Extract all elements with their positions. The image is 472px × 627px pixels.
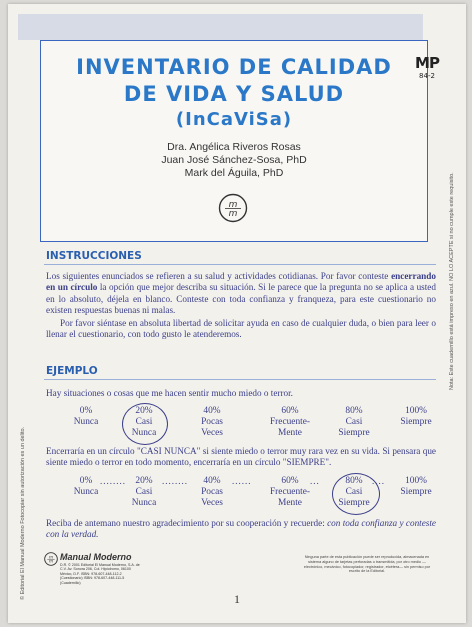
- scale2-dots-5: ....: [372, 476, 385, 486]
- scale1-option-1: 20% Casi Nunca: [131, 406, 157, 438]
- ejemplo-rule: [44, 379, 436, 380]
- scale1-option-4: 80% Casi Siempre: [338, 406, 370, 438]
- title-line-2: DE VIDA Y SALUD: [123, 82, 345, 106]
- ejemplo-heading: EJEMPLO: [46, 365, 98, 377]
- scale2-dots-1: ........: [100, 476, 126, 486]
- footer-publisher-info: D.R. © 2001 Editorial El Manual Moderno, S.A. de C.V. Av. Sonora 206, Col. Hipódromo, 06100 México, D.F. ISBN: 978-607-448-112-2 (Cuestionario) ISBN: 978-607-448-111-5 (Cuadernillo): [60, 563, 140, 585]
- page-number: 1: [234, 592, 240, 606]
- footer-rights-note: Ninguna parte de esta publicación puede ser reproducida, almacenada en sistema alguno de tarjetas perforadas o transmitida, por otro medio —electrónico, mecánico, fotocopiador, registrador, etcétera— sin permiso por escrito de la Editorial.: [303, 555, 431, 574]
- instrucciones-rule: [44, 264, 436, 265]
- closing-text: Reciba de antemano nuestro agradecimiento por su cooperación y recuerde:: [46, 518, 328, 528]
- title-line-1: INVENTARIO DE CALIDAD: [76, 55, 392, 79]
- author-3: Mark del Águila, PhD: [184, 167, 284, 179]
- author-1: Dra. Angélica Riveros Rosas: [167, 141, 301, 153]
- scale2-option-3: 60% Frecuente-Mente: [269, 476, 311, 508]
- mp-badge: [412, 54, 442, 80]
- instrucciones-heading: INSTRUCCIONES: [46, 250, 142, 262]
- ejemplo-intro: Hay situaciones o cosas que me hacen sentir mucho miedo o terror.: [46, 388, 293, 398]
- scale1-option-2: 40% Pocas Veces: [201, 406, 223, 438]
- footer-mm-logo-icon: [44, 552, 58, 566]
- scale2-option-5: 100% Siempre: [400, 476, 432, 497]
- left-margin-copyright: © Editorial El Manual Moderno Fotocopiar sin autorización es un delito.: [20, 426, 26, 600]
- instrucciones-paragraph-1: [46, 271, 436, 317]
- right-margin-note: Nota: Este cuadernillo está impreso en azul. NO LO ACEPTE si no cumple este requisito.: [449, 172, 455, 390]
- scale1-option-0: 0% Nunca: [73, 406, 99, 427]
- ejemplo-middle-text: Encerraría en un círculo "CASI NUNCA" si siente miedo o terror muy rara vez en su vida. Si pensara que siente miedo o terror en todo momento, encerraría en un círculo "SIEMPRE".: [46, 446, 436, 468]
- instrucciones-paragraph-2: Por favor siéntase en absoluta libertad de solicitar ayuda en caso de cualquier duda, o bien para leer o llenar el cuestionario, con todo gusto le atenderemos.: [46, 318, 436, 340]
- manual-moderno-logo-icon: [218, 193, 248, 223]
- mp-mark: MP: [415, 54, 439, 72]
- instr-text-b: la opción que mejor describa su situación. Si le parece que la pregunta no se aplica a usted en lo absoluto, déjela en blanco. Conteste con toda confianza y franqueza, para este cuestionario no existen respuestas buenas ni malas.: [46, 282, 436, 316]
- svg-text:m: m: [228, 200, 238, 210]
- instr-text-bold: encerrando en un círculo: [46, 271, 436, 293]
- scale2-dots-3: ......: [232, 476, 252, 486]
- example-scale-2: [56, 476, 432, 512]
- scale1-circle-casi-nunca: [122, 403, 168, 445]
- authors-block: [41, 141, 427, 180]
- scale1-option-3: 60% Frecuente-Mente: [269, 406, 311, 438]
- mp-code: 84-2: [419, 72, 435, 80]
- ejemplo-closing: [46, 518, 436, 541]
- title-acronym: (InCaViSa): [175, 109, 293, 130]
- instr-text-a: Los siguientes enunciados se refieren a su salud y actividades cotidianas. Por favor conteste: [46, 271, 392, 281]
- author-2: Juan José Sánchez-Sosa, PhD: [161, 154, 307, 166]
- svg-text:m: m: [48, 558, 54, 564]
- scale2-option-0: 0% Nunca: [73, 476, 99, 497]
- closing-italic: con toda confianza y conteste con la verdad.: [46, 518, 436, 540]
- scale2-option-4: 80% Casi Siempre: [338, 476, 370, 508]
- example-scale-1: [56, 406, 432, 442]
- scale2-option-1: 20% Casi Nunca: [131, 476, 157, 508]
- scale2-dots-4: ...: [310, 476, 320, 486]
- title-box: [40, 40, 428, 242]
- top-band: [18, 14, 423, 40]
- svg-text:m: m: [48, 554, 54, 560]
- scale2-dots-2: ........: [162, 476, 188, 486]
- svg-text:m: m: [228, 209, 238, 219]
- footer-brand: Manual Moderno: [60, 552, 132, 562]
- scale1-option-5: 100% Siempre: [400, 406, 432, 427]
- scale2-option-2: 40% Pocas Veces: [201, 476, 223, 508]
